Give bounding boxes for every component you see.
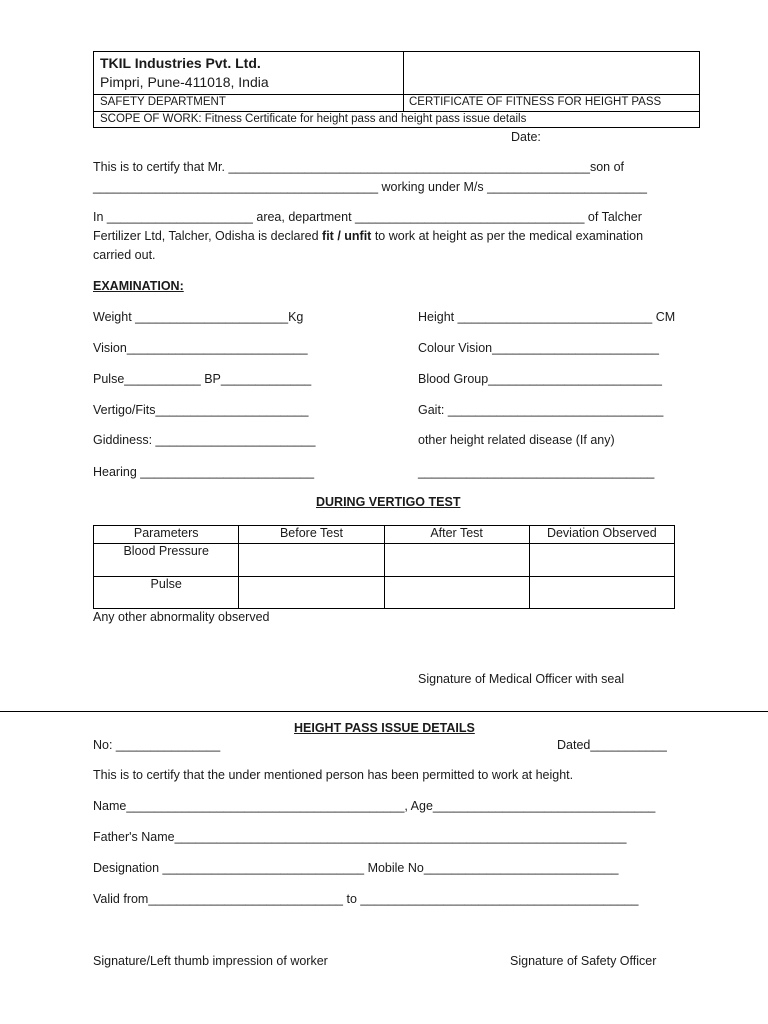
- safety-officer-signature: Signature of Safety Officer: [510, 954, 657, 968]
- certify-text: to work at height as per the medical examination: [371, 229, 644, 243]
- height-pass-heading: HEIGHT PASS ISSUE DETAILS: [294, 721, 475, 735]
- examination-heading: EXAMINATION:: [93, 279, 184, 293]
- certificate-title: CERTIFICATE OF FITNESS FOR HEIGHT PASS: [409, 96, 662, 108]
- other-disease-label: other height related disease (If any): [418, 433, 615, 447]
- certify-line: In _____________________ area, department _________________________________ of Talcher: [93, 210, 642, 224]
- certify-text: Fertilizer Ltd, Talcher, Odisha is declared: [93, 229, 323, 243]
- department-label: SAFETY DEPARTMENT: [100, 96, 226, 108]
- column-header: After Test: [384, 526, 529, 544]
- header-divider: [403, 52, 404, 94]
- medical-officer-signature: Signature of Medical Officer with seal: [418, 672, 625, 686]
- height-field: Height ____________________________ CM: [418, 310, 676, 324]
- column-header: Deviation Observed: [529, 526, 674, 544]
- table-row: [94, 544, 675, 577]
- father-name-field: Father's Name_________________________________________________________________: [93, 830, 627, 844]
- other-disease-field: __________________________________: [418, 465, 655, 479]
- blood-group-field: Blood Group_________________________: [418, 372, 662, 386]
- name-age-field: Name________________________________________, Age________________________________: [93, 799, 656, 813]
- header-box: [93, 51, 700, 128]
- column-header: Parameters: [94, 526, 239, 544]
- header-divider: [94, 94, 699, 95]
- vertigo-heading: DURING VERTIGO TEST: [316, 495, 461, 509]
- vertigo-fits-field: Vertigo/Fits______________________: [93, 403, 309, 417]
- fit-unfit-label: fit / unfit: [322, 229, 372, 243]
- giddiness-field: Giddiness: _______________________: [93, 433, 316, 447]
- table-cell: [384, 577, 529, 609]
- scope-of-work: SCOPE OF WORK: Fitness Certificate for height pass and height pass issue details: [100, 113, 527, 125]
- header-divider: [94, 111, 699, 112]
- hearing-field: Hearing _________________________: [93, 465, 315, 479]
- pass-number-field: No: _______________: [93, 738, 221, 752]
- table-cell: [239, 544, 384, 577]
- abnormality-label: Any other abnormality observed: [93, 610, 270, 624]
- company-address: Pimpri, Pune-411018, India: [100, 74, 269, 90]
- weight-field: Weight ______________________Kg: [93, 310, 304, 324]
- valid-period-field: Valid from____________________________ to ________________________________________: [93, 892, 639, 906]
- table-cell: [529, 544, 674, 577]
- header-divider: [403, 94, 404, 111]
- worker-signature: Signature/Left thumb impression of worker: [93, 954, 328, 968]
- colour-vision-field: Colour Vision________________________: [418, 341, 659, 355]
- company-name: TKIL Industries Pvt. Ltd.: [100, 55, 261, 71]
- section-divider: [0, 711, 768, 712]
- gait-field: Gait: _______________________________: [418, 403, 664, 417]
- pulse-bp-field: Pulse___________ BP_____________: [93, 372, 312, 386]
- table-row: [94, 577, 675, 609]
- vision-field: Vision__________________________: [93, 341, 308, 355]
- row-label: Pulse: [94, 577, 239, 609]
- dated-field: Dated___________: [557, 738, 667, 752]
- vertigo-table: [93, 525, 675, 609]
- table-cell: [529, 577, 674, 609]
- table-cell: [239, 577, 384, 609]
- table-header-row: [94, 526, 675, 544]
- row-label: Blood Pressure: [94, 544, 239, 577]
- certify-line: carried out.: [93, 248, 156, 262]
- certify-line: _________________________________________ working under M/s _______________________: [93, 180, 647, 194]
- column-header: Before Test: [239, 526, 384, 544]
- pass-certify-text: This is to certify that the under mentioned person has been permitted to work at height.: [93, 768, 574, 782]
- certify-line: [93, 229, 643, 243]
- designation-mobile-field: Designation _____________________________ Mobile No____________________________: [93, 861, 619, 875]
- date-label: Date:: [511, 130, 541, 144]
- table-cell: [384, 544, 529, 577]
- certify-line: This is to certify that Mr. ____________________________________________________son of: [93, 160, 624, 174]
